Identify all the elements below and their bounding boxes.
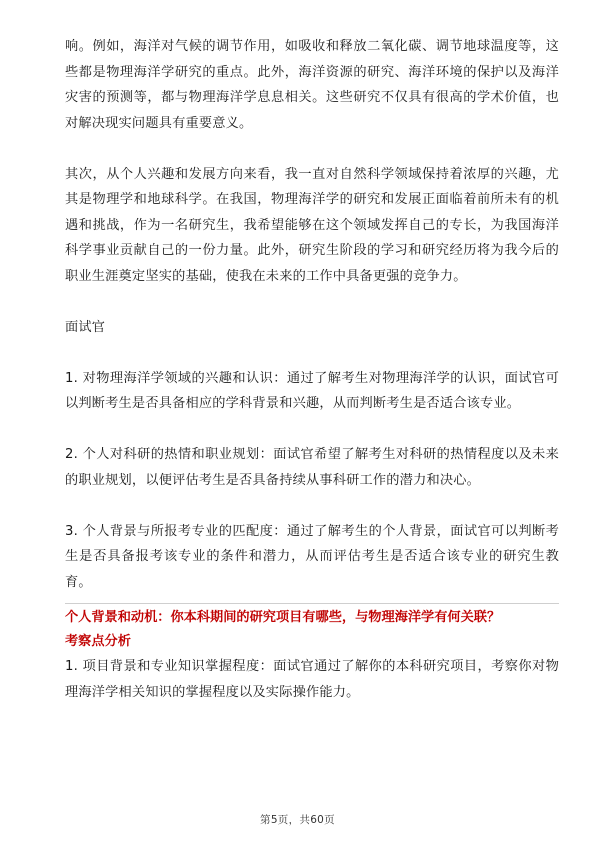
page-content (65, 34, 559, 705)
section-divider (65, 603, 559, 604)
list-item: 2. 个人对科研的热情和职业规划：面试官希望了解考生对科研的热情程度以及未来的职业规划，以便评估考生是否具备持续从事科研工作的潜力和决心。 (65, 447, 559, 488)
list-item: 3. 个人背景与所报考专业的匹配度：通过了解考生的个人背景，面试官可以判断考生是否具备报考该专业的条件和潜力，从而评估考生是否适合该专业的研究生教育。 (65, 523, 559, 590)
list-item: 1. 项目背景和专业知识掌握程度：面试官通过了解你的本科研究项目，考察你对物理海洋学相关知识的掌握程度以及实际操作能力。 (65, 659, 559, 700)
paragraph-personal-interest: 其次，从个人兴趣和发展方向来看，我一直对自然科学领域保持着浓厚的兴趣，尤其是物理学和地球科学。在我国，物理海洋学的研究和发展正面临着前所未有的机遇和挑战，作为一名研究生，我希望能够在这个领域发挥自己的专长，为我国海洋科学事业贡献自己的一份力量。此外，研究生阶段的学习和研究经历将为我今后的职业生涯奠定坚实的基础，使我在未来的工作中具备更强的竞争力。 (65, 166, 559, 284)
paragraph-ocean-research: 响。例如，海洋对气候的调节作用，如吸收和释放二氧化碳、调节地球温度等，这些都是物理海洋学研究的重点。此外，海洋资源的研究、海洋环境的保护以及海洋灾害的预测等，都与物理海洋学息息相关。这些研究不仅具有很高的学术价值，也对解决现实问题具有重要意义。 (65, 39, 559, 131)
page-number: 第5页，共60页 (260, 814, 335, 826)
analysis-label: 考察点分析 (65, 634, 131, 649)
interviewer-heading: 面试官 (65, 319, 106, 335)
list-item: 1. 对物理海洋学领域的兴趣和认识：通过了解考生对物理海洋学的认识，面试官可以判断考生是否具备相应的学科背景和兴趣，从而判断考生是否适合该专业。 (65, 370, 559, 411)
question-title: 个人背景和动机：你本科期间的研究项目有哪些，与物理海洋学有何关联？ (65, 610, 501, 625)
